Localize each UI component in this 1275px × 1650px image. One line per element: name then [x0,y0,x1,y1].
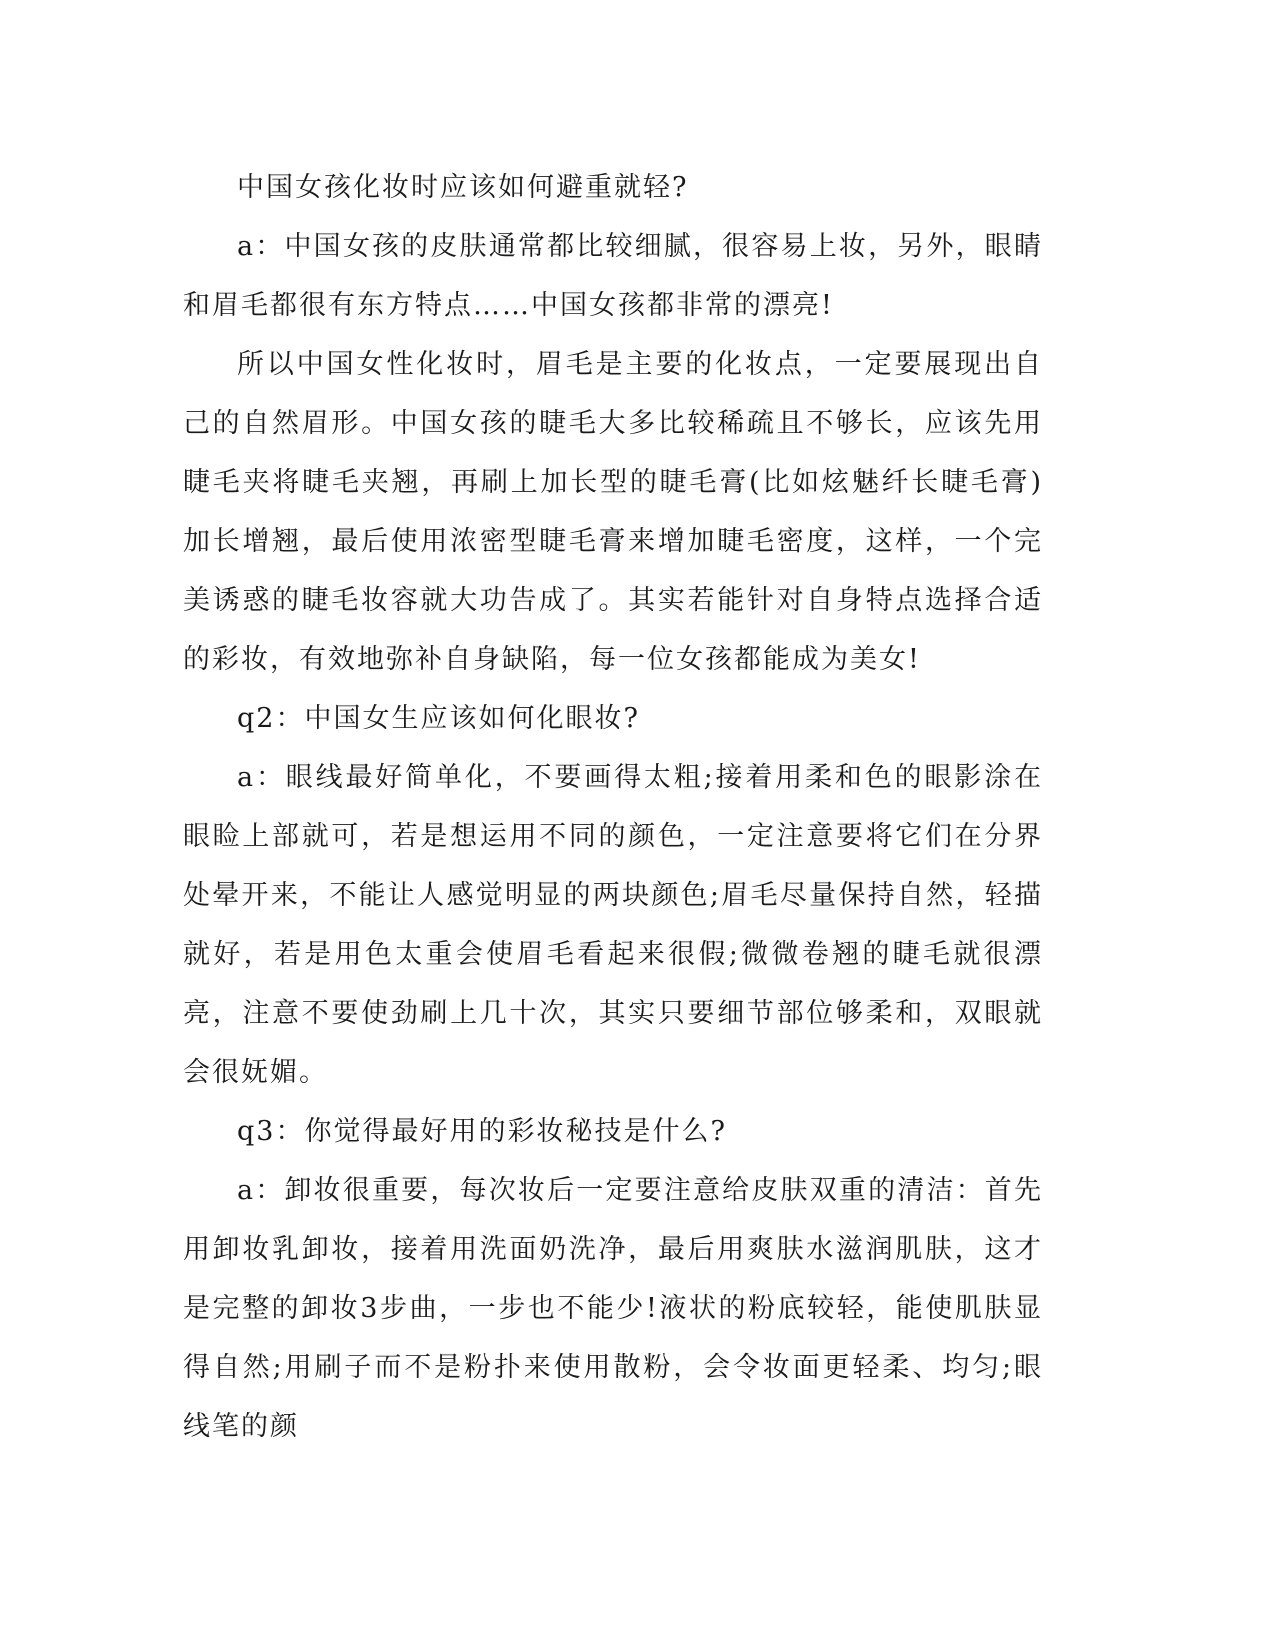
question-heading: 中国女孩化妆时应该如何避重就轻? [237,172,689,203]
document-body [183,158,1043,1456]
question-heading-q2: q2：中国女生应该如何化眼妆? [237,703,640,734]
answer-paragraph-q2: a：眼线最好简单化，不要画得太粗;接着用柔和色的眼影涂在眼睑上部就可，若是想运用不同的颜色，一定注意要将它们在分界处晕开来，不能让人感觉明显的两块颜色;眉毛尽量保持自然，轻描就好，若是用色太重会使眉毛看起来很假;微微卷翘的睫毛就很漂亮，注意不要使劲刷上几十次，其实只要细节部位够柔和，双眼就会很妩媚。 [183,762,1043,1088]
body-paragraph: 所以中国女性化妆时，眉毛是主要的化妆点，一定要展现出自己的自然眉形。中国女孩的睫毛大多比较稀疏且不够长，应该先用睫毛夹将睫毛夹翘，再刷上加长型的睫毛膏(比如炫魅纤长睫毛膏)加长增翘，最后使用浓密型睫毛膏来增加睫毛密度，这样，一个完美诱惑的睫毛妆容就大功告成了。其实若能针对自身特点选择合适的彩妆，有效地弥补自身缺陷，每一位女孩都能成为美女! [183,349,1043,675]
answer-paragraph-q3: a：卸妆很重要，每次妆后一定要注意给皮肤双重的清洁：首先用卸妆乳卸妆，接着用洗面奶洗净，最后用爽肤水滋润肌肤，这才是完整的卸妆3步曲，一步也不能少!液状的粉底较轻，能使肌肤显得自然;用刷子而不是粉扑来使用散粉，会令妆面更轻柔、均匀;眼线笔的颜 [183,1175,1043,1442]
question-heading-q3: q3：你觉得最好用的彩妆秘技是什么? [237,1116,727,1147]
answer-paragraph: a：中国女孩的皮肤通常都比较细腻，很容易上妆，另外，眼睛和眉毛都很有东方特点……中国女孩都非常的漂亮! [183,231,1043,321]
